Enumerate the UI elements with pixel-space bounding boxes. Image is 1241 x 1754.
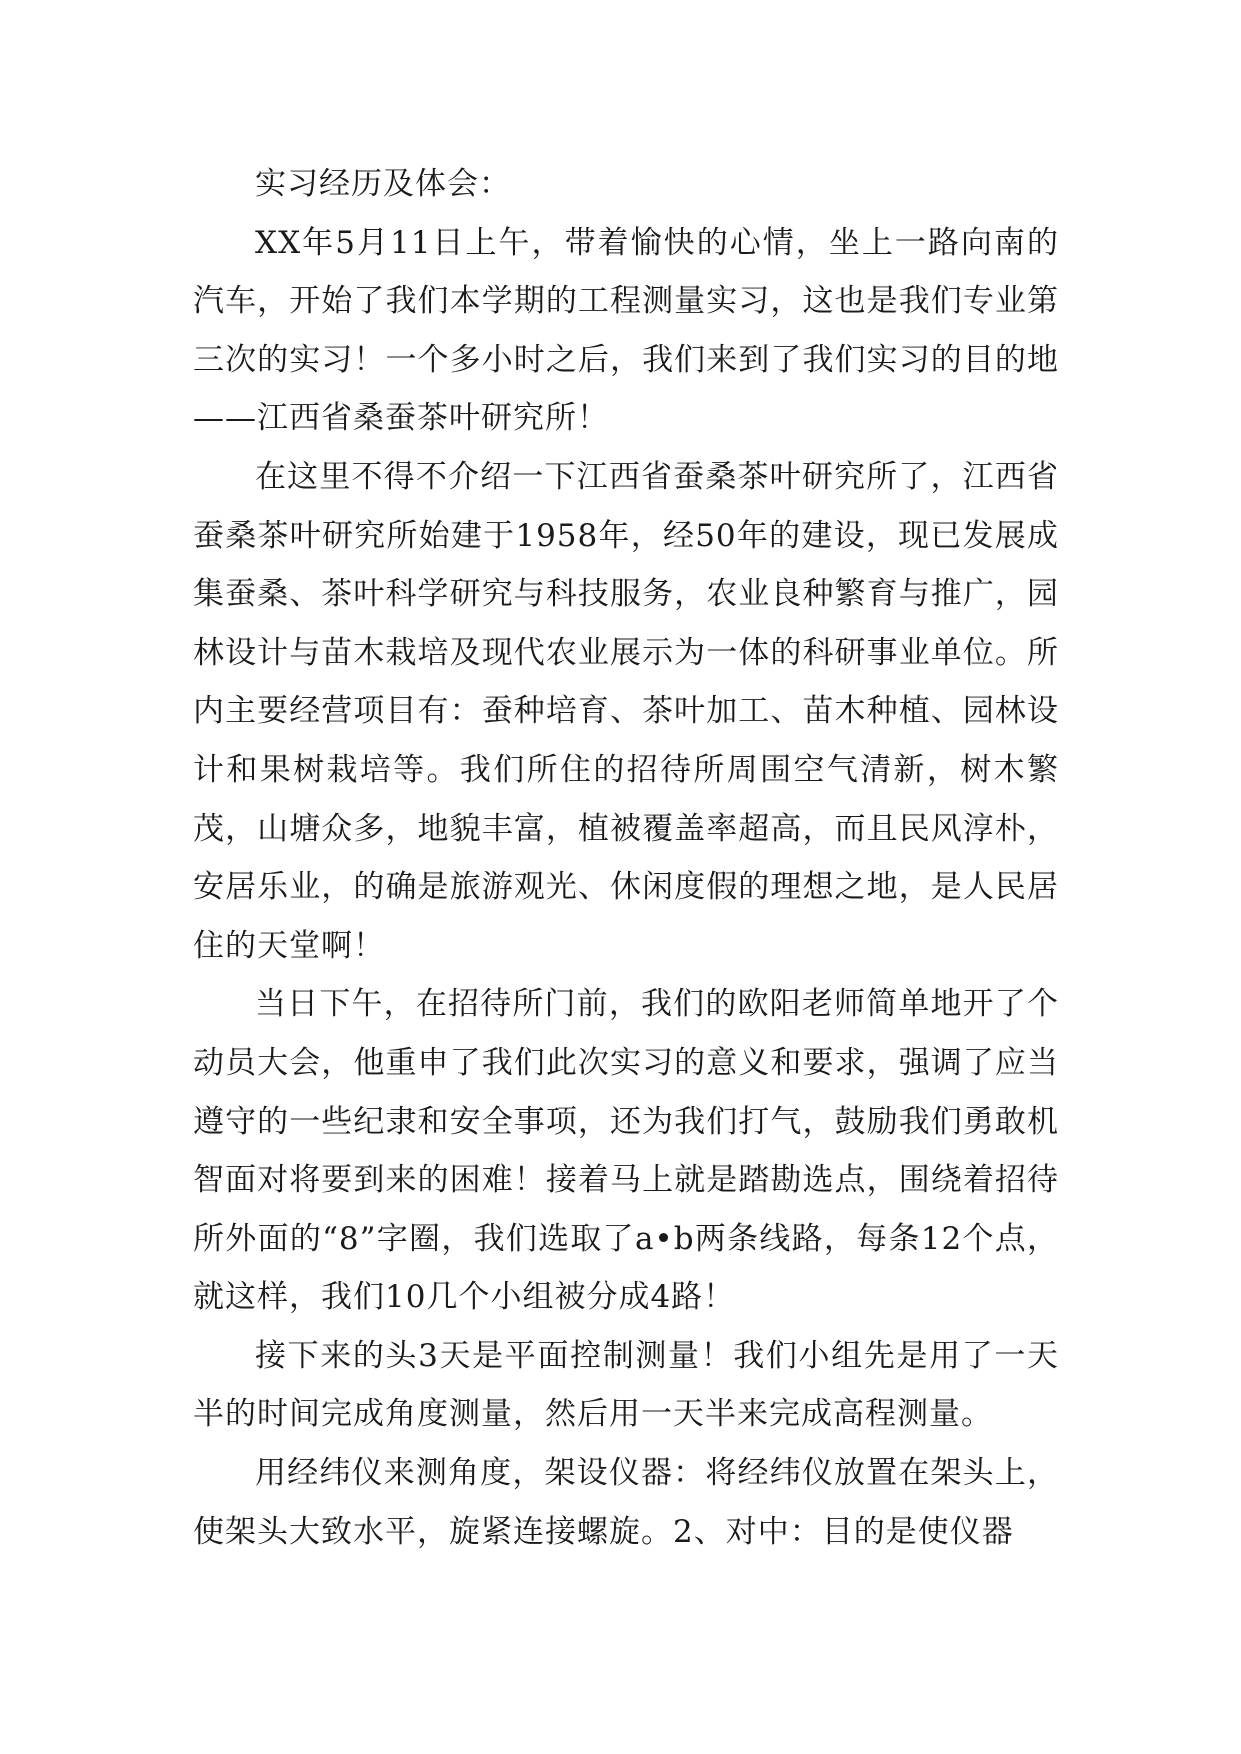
paragraph: 用经纬仪来测角度，架设仪器：将经纬仪放置在架头上，使架头大致水平，旋紧连接螺旋。2、对中：目的是使仪器 — [193, 1455, 1059, 1550]
paragraph: XX年5月11日上午，带着愉快的心情，坐上一路向南的汽车，开始了我们本学期的工程测量实习，这也是我们专业第三次的实习！一个多小时之后，我们来到了我们实习的目的地——江西省桑蚕茶叶研究所！ — [193, 224, 1059, 437]
paragraph: 当日下午，在招待所门前，我们的欧阳老师简单地开了个动员大会，他重申了我们此次实习的意义和要求，强调了应当遵守的一些纪隶和安全事项，还为我们打气，鼓励我们勇敢机智面对将要到来的困难！接着马上就是踏勘选点，围绕着招待所外面的“8”字圈，我们选取了a•b两条线路，每条12个点，就这样，我们10几个小组被分成4路！ — [193, 986, 1059, 1316]
section-heading: 实习经历及体会： — [255, 166, 511, 202]
paragraph: 在这里不得不介绍一下江西省蚕桑茶叶研究所了，江西省蚕桑茶叶研究所始建于1958年，经50年的建设，现已发展成集蚕桑、茶叶科学研究与科技服务，农业良种繁育与推广，园林设计与苗木栽培及现代农业展示为一体的科研事业单位。所内主要经营项目有：蚕种培育、茶叶加工、苗木种植、园林设计和果树栽培等。我们所住的招待所周围空气清新，树木繁茂，山塘众多，地貌丰富，植被覆盖率超高，而且民风淳朴，安居乐业，的确是旅游观光、休闲度假的理想之地，是人民居住的天堂啊！ — [193, 458, 1059, 964]
paragraph: 接下来的头3天是平面控制测量！我们小组先是用了一天半的时间完成角度测量，然后用一天半来完成高程测量。 — [193, 1337, 1059, 1433]
document-body — [193, 155, 1059, 1561]
